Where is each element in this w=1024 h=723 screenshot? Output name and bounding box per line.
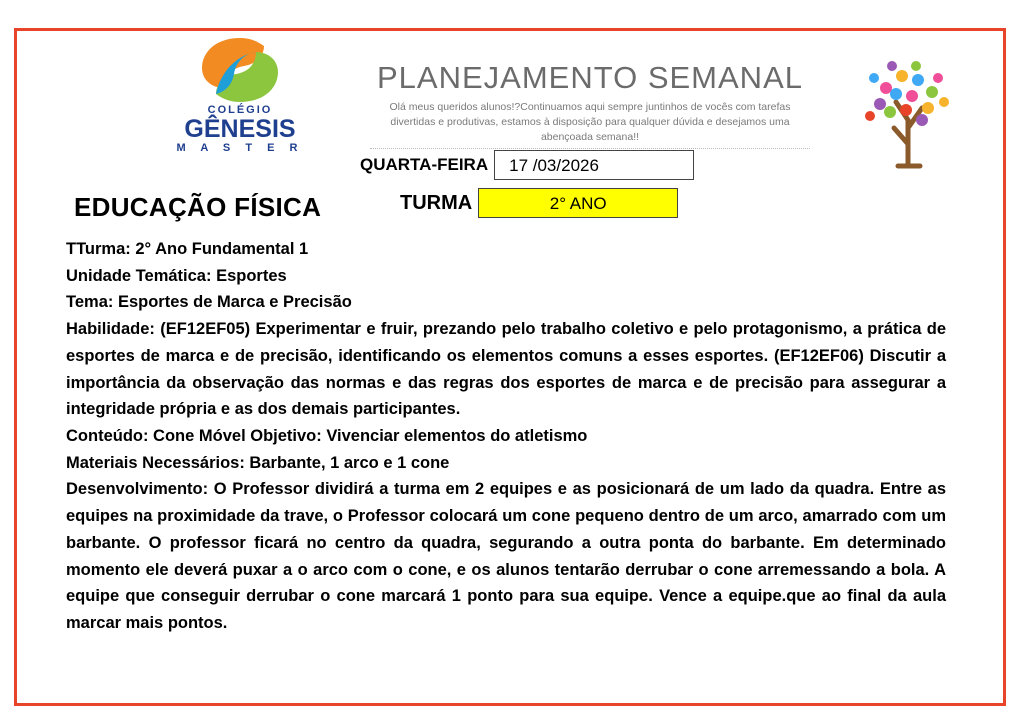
- logo-colegio-text: COLÉGIO: [207, 104, 273, 116]
- logo-mark-icon: [194, 34, 286, 106]
- title-block: [370, 60, 810, 149]
- body-line-desenvolvimento: Desenvolvimento: O Professor dividirá a turma em 2 equipes e as posicionará de um lado da quadra. Entre as equipes na proximidade da trave, o Professor colocará um cone pequeno dentro de um arco, amarrado com um barbante. O professor ficará no centro da quadra, segurando a outra ponta do barbante. Em determinado momento ele deverá puxar a o arco com o cone, e os alunos tentarão derrubar o cone arremessando a bola. A equipe que conseguir derrubar o cone marcará 1 ponto para sua equipe. Vence a equipe.que ao final da aula marcar mais pontos.: [66, 480, 946, 633]
- turma-row: [400, 188, 678, 218]
- date-field[interactable]: 17 /03/2026: [494, 150, 694, 180]
- page-title: PLANEJAMENTO SEMANAL: [377, 60, 803, 95]
- weekday-row: [360, 150, 694, 180]
- weekday-label: QUARTA-FEIRA: [360, 155, 489, 174]
- body-line-materiais: Materiais Necessários: Barbante, 1 arco e 1 cone: [66, 453, 450, 472]
- lesson-body: [66, 236, 946, 637]
- subject-title: EDUCAÇÃO FÍSICA: [74, 192, 322, 222]
- body-line-conteudo: Conteúdo: Cone Móvel Objetivo: Vivenciar elementos do atletismo: [66, 427, 588, 446]
- body-line-turma: TTurma: 2° Ano Fundamental 1: [66, 240, 309, 258]
- logo-master-text: M A S T E R: [176, 142, 304, 155]
- turma-field[interactable]: 2° ANO: [478, 188, 678, 218]
- body-line-tema: Tema: Esportes de Marca e Precisão: [66, 293, 352, 312]
- turma-label: TURMA: [400, 191, 473, 214]
- body-line-unidade: Unidade Temática: Esportes: [66, 266, 287, 285]
- greeting-text: Olá meus queridos alunos!?Continuamos aqui sempre juntinhos de vocês com tarefas divertidas e produtivas, estamos à disposição para qualquer dúvida e desejamos uma abençoada semana!!: [370, 100, 810, 149]
- logo-name-text: GÊNESIS: [184, 115, 296, 143]
- body-line-habilidade: Habilidade: (EF12EF05) Experimentar e fruir, prezando pelo trabalho coletivo e pelo protagonismo, a prática de esportes de marca e de precisão, identificando os elementos comuns a esses esportes. (EF12EF06) Discutir a importância da observação das normas e das regras dos esportes de marca e de precisão para assegurar a integridade própria e as dos demais participantes.: [66, 320, 946, 419]
